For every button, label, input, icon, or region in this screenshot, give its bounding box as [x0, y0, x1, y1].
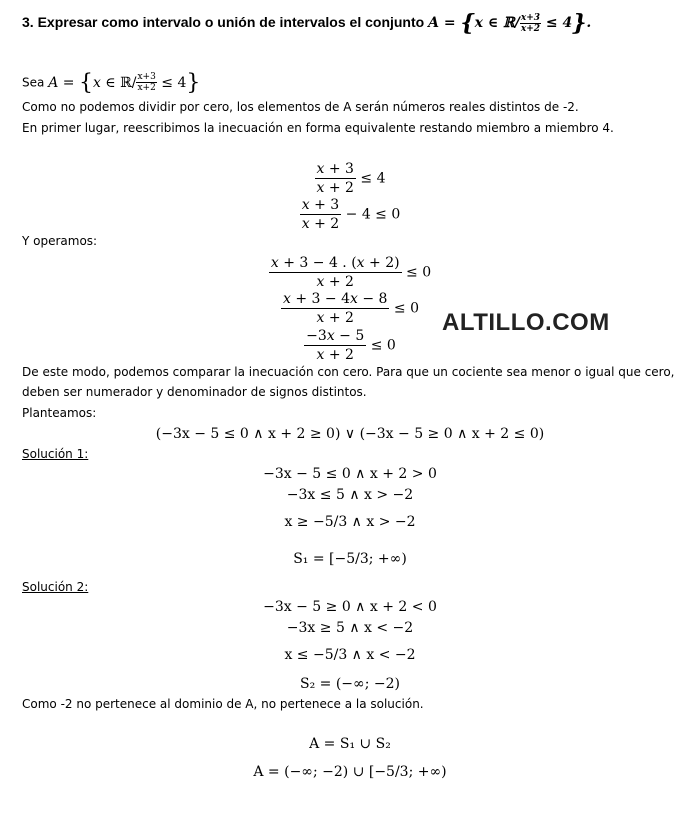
inequality-step-5: $\frac{-3x - 5}{x + 2}$ ≤ 0: [306, 328, 396, 363]
union-expression: A = S₁ ∪ S₂: [309, 736, 391, 752]
watermark: ALTILLO.COM: [442, 309, 610, 336]
problem-title: [22, 10, 591, 36]
set-definition-line: [22, 70, 200, 95]
inequality-step-2: $\frac{x + 3}{x + 2}$ − 4 ≤ 0: [301, 197, 401, 232]
paragraph-rewrite: En primer lugar, reescribimos la inecuación en forma equivalente restando miembro a miembro 4.: [22, 121, 614, 135]
solution-1-label: Solución 1:: [22, 447, 89, 461]
solution-1-step-1: −3x − 5 ≤ 0 ∧ x + 2 > 0: [263, 466, 437, 482]
solution-1-result: S₁ = [−5/3; +∞): [293, 551, 407, 567]
problem-title-text: 3. Expresar como intervalo o unión de intervalos el conjunto: [22, 14, 425, 30]
sea-label: Sea: [22, 75, 45, 90]
paragraph-domain: Como no podemos dividir por cero, los elementos de A serán números reales distintos de -2.: [22, 100, 579, 114]
inequality-step-3: $\frac{x + 3 - 4 . (x + 2)}{x + 2}$ ≤ 0: [270, 255, 432, 290]
final-answer: A = (−∞; −2) ∪ [−5/3; +∞): [253, 764, 447, 780]
solution-2-step-1: −3x − 5 ≥ 0 ∧ x + 2 < 0: [263, 599, 437, 615]
system-of-cases: (−3x − 5 ≤ 0 ∧ x + 2 ≥ 0) ∨ (−3x − 5 ≥ 0 ∧ x + 2 ≤ 0): [155, 426, 545, 442]
paragraph-signs: deben ser numerador y denominador de signos distintos.: [22, 385, 367, 399]
paragraph-compare: De este modo, podemos comparar la inecuación con cero. Para que un cociente sea menor o igual que cero,: [22, 365, 675, 379]
solution-2-step-2: −3x ≥ 5 ∧ x < −2: [286, 620, 414, 636]
inequality-step-4: $\frac{x + 3 - 4x - 8}{x + 2}$ ≤ 0: [283, 291, 419, 326]
solution-1-step-3: x ≥ −5/3 ∧ x > −2: [284, 514, 416, 530]
solution-2-result: S₂ = (−∞; −2): [300, 676, 400, 692]
solution-2-step-3: x ≤ −5/3 ∧ x < −2: [284, 647, 416, 663]
set-definition-title: A = {x ∈ ℝ/ $\frac{x+3}{x+2}$ ≤ 4}.: [428, 10, 592, 36]
inequality-step-1: $\frac{x + 3}{x + 2}$ ≤ 4: [316, 161, 386, 196]
paragraph-exclusion: Como -2 no pertenece al dominio de A, no pertenece a la solución.: [22, 697, 424, 711]
solution-2-label: Solución 2:: [22, 580, 89, 594]
operamos-label: Y operamos:: [22, 234, 98, 248]
solution-1-step-2: −3x ≤ 5 ∧ x > −2: [286, 487, 414, 503]
planteamos-label: Planteamos:: [22, 406, 97, 420]
set-definition: A = {x ∈ ℝ/ $\frac{x+3}{x+2}$ ≤ 4}: [48, 70, 201, 95]
